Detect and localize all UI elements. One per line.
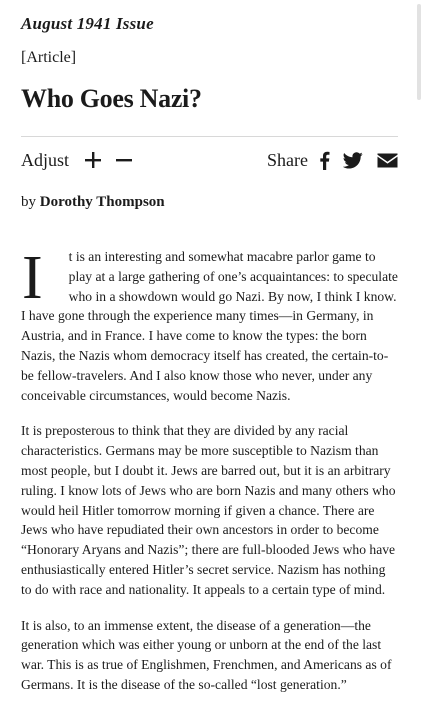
paragraph-text: t is an interesting and somewhat macabre parlor game to play at a large gathering of one’s acquaintances: to speculate who in a showdown would go Nazi. By now, I think I know. I have gone through the experience many times—in Germany, in Austria, and in France. I have come to know the types: the born Nazis, the Nazis whom democracy itself has created, the certain-to-be fellow-travelers. And I also know those who never, under any conceivable circumstances, would become Nazis.: [21, 249, 398, 403]
author-link[interactable]: Dorothy Thompson: [39, 194, 165, 210]
facebook-icon[interactable]: [314, 150, 334, 170]
issue-label[interactable]: August 1941 Issue: [21, 14, 154, 33]
byline: [21, 194, 165, 211]
adjust-label: Adjust: [21, 150, 70, 170]
envelope-icon[interactable]: [376, 150, 398, 170]
article-body: [21, 244, 398, 711]
header-divider: [21, 136, 398, 137]
drop-cap: I: [22, 244, 43, 312]
article-paragraph: It is also, to an immense extent, the disease of a generation—the generation which was either young or unborn at the end of the last war. This is as true of Englishmen, Frenchmen, and Americans as of Germans. It is the disease of the so-called “lost generation.”: [21, 617, 392, 692]
minus-icon[interactable]: [114, 150, 134, 170]
article-kicker: [Article]: [21, 49, 77, 66]
twitter-icon[interactable]: [342, 150, 364, 170]
share-label: Share: [267, 150, 308, 170]
article-paragraph: [21, 244, 398, 405]
byline-prefix: by: [21, 194, 36, 210]
plus-icon[interactable]: [83, 150, 103, 170]
article-paragraph: It is preposterous to think that they are divided by any racial characteristics. Germans may be more susceptible to Nazism than most people, but I doubt it. Jews are barred out, but it is an arbitrary ruling. I know lots of Jews who are born Nazis and many others who would heil Hitler tomorrow morning if given a chance. There are Jews who have repudiated their own ancestors in order to become “Honorary Aryans and Nazis”; there are full-blooded Jews who have enthusiastically entered Hitler’s secret service. Nazism has nothing to do with race and nationality. It appeals to a certain type of mind.: [21, 423, 396, 597]
scrollbar[interactable]: [417, 4, 421, 100]
article-headline: Who Goes Nazi?: [21, 84, 202, 113]
article-toolbar: [21, 146, 398, 176]
